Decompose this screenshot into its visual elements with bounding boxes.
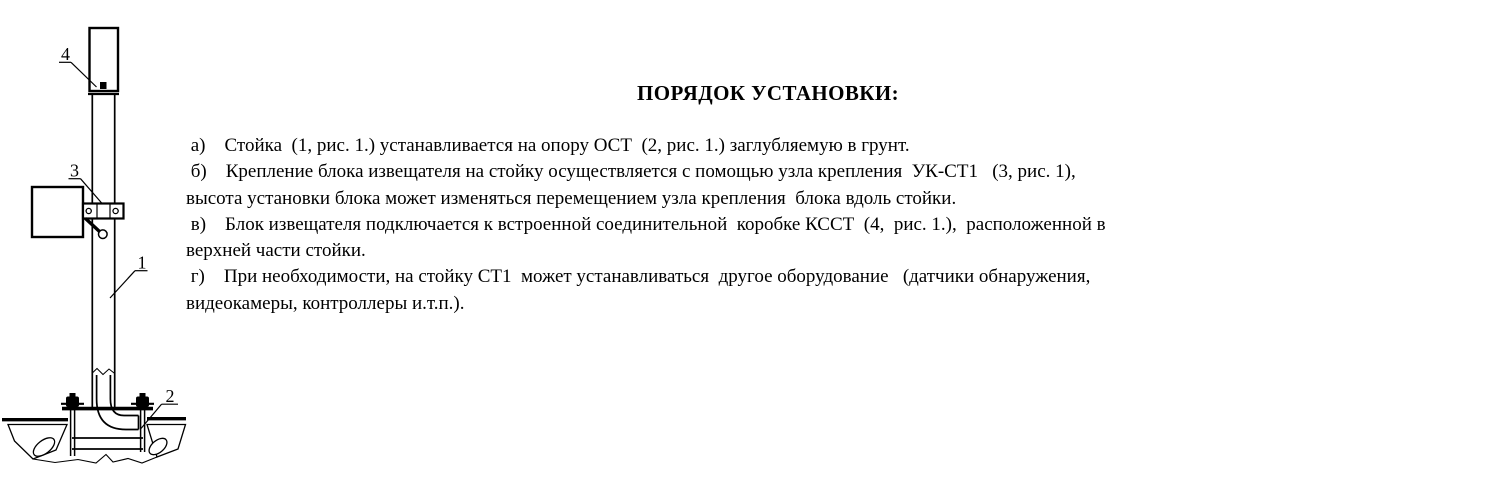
detector-block xyxy=(32,187,83,237)
text-line-g1: г) При необходимости, на стойку СТ1 может устанавливаться другое оборудование (датчики обнаружения, xyxy=(186,266,1091,288)
pole xyxy=(92,94,114,407)
anchor-bolt-right xyxy=(131,393,154,452)
page-title: ПОРЯДОК УСТАНОВКИ: xyxy=(637,81,900,105)
text-line-b1: б) Крепление блока извещателя на стойку осуществляется с помощью узла крепления УК-СТ1 (3, рис. 1), xyxy=(186,161,1076,183)
soil-block-left xyxy=(8,425,67,460)
installation-instructions xyxy=(186,133,1106,317)
support-pipe xyxy=(97,375,139,430)
cable-gland xyxy=(100,82,107,89)
bracket-bolt-right xyxy=(113,208,118,213)
callout-2: 2 xyxy=(165,386,175,406)
callout-1: 1 xyxy=(137,252,147,273)
text-line-v2: верхней части стойки. xyxy=(186,240,366,262)
callout-leaders xyxy=(59,62,178,428)
clamp-lever-knob xyxy=(99,230,108,239)
text-line-g2: видеокамеры, контроллеры и.т.п.). xyxy=(186,292,465,314)
soil-block-right xyxy=(146,425,185,458)
mounting-bracket xyxy=(83,204,124,239)
soil-break-line xyxy=(33,455,157,464)
callout-4: 4 xyxy=(61,44,70,64)
base-anchor-assembly xyxy=(2,393,186,463)
bracket-bolt-left xyxy=(86,208,91,213)
text-line-v1: в) Блок извещателя подключается к встроенной соединительной коробке КССТ (4, рис. 1.), расположенной в xyxy=(186,213,1106,235)
text-line-b2: высота установки блока может изменяться перемещением узла крепления блока вдоль стойки. xyxy=(186,187,957,209)
callout-3: 3 xyxy=(70,160,79,181)
text-line-a: а) Стойка (1, рис. 1.) устанавливается на опору ОСТ (2, рис. 1.) заглубляемую в грунт. xyxy=(186,135,910,156)
